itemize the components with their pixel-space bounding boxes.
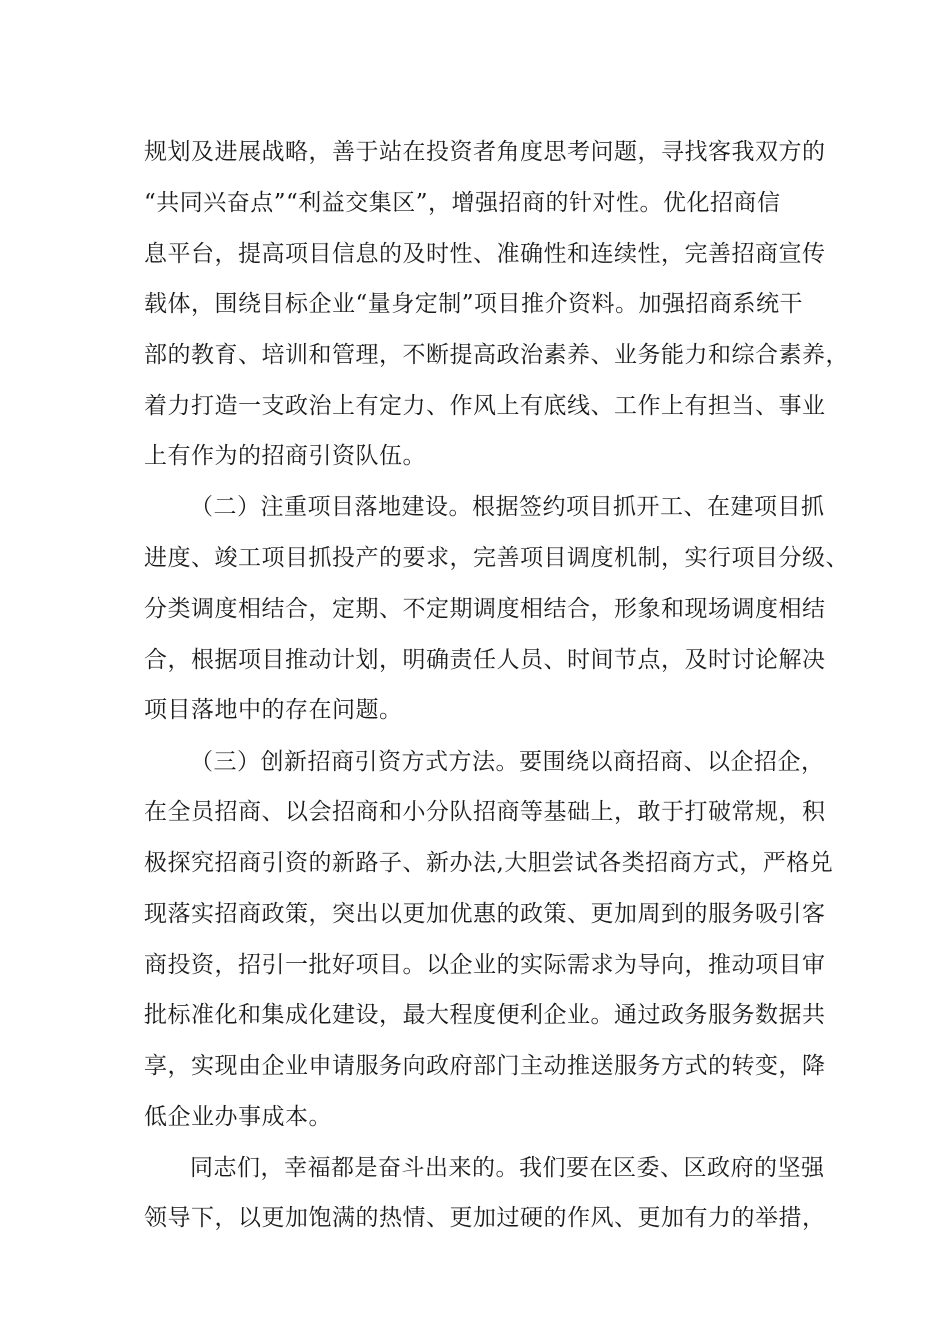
closing-paragraph-start: 同志们，幸福都是奋斗出来的。我们要在区委、区政府的坚强 bbox=[190, 1155, 825, 1181]
text-line: 商投资，招引一批好项目。以企业的实际需求为导向，推动项目审 bbox=[144, 952, 826, 978]
text-line: 合，根据项目推动计划，明确责任人员、时间节点，及时讨论解决 bbox=[144, 647, 826, 673]
text-line: “共同兴奋点”“利益交集区”，增强招商的针对性。优化招商信 bbox=[144, 190, 781, 216]
text-line: 规划及进展战略，善于站在投资者角度思考问题，寻找客我双方的 bbox=[144, 139, 826, 165]
text-line: 息平台，提高项目信息的及时性、准确性和连续性，完善招商宣传 bbox=[144, 241, 826, 267]
text-line: 进度、竣工项目抓投产的要求，完善项目调度机制，实行项目分级、 bbox=[144, 545, 849, 571]
text-line: 分类调度相结合，定期、不定期调度相结合，形象和现场调度相结 bbox=[144, 596, 826, 622]
text-line: 批标准化和集成化建设，最大程度便利企业。通过政务服务数据共 bbox=[144, 1002, 826, 1028]
text-line: 领导下，以更加饱满的热情、更加过硬的作风、更加有力的举措， bbox=[144, 1205, 826, 1231]
text-line: 部的教育、培训和管理，不断提高政治素养、业务能力和综合素养， bbox=[144, 342, 849, 368]
paragraph-heading-3: （三）创新招商引资方式方法。要围绕以商招商、以企招企， bbox=[190, 749, 825, 775]
text-line: 上有作为的招商引资队伍。 bbox=[144, 443, 426, 469]
text-line: 极探究招商引资的新路子、新办法,大胆尝试各类招商方式，严格兑 bbox=[144, 850, 834, 876]
text-line: 项目落地中的存在问题。 bbox=[144, 697, 403, 723]
text-line: 载体，围绕目标企业“量身定制”项目推介资料。加强招商系统干 bbox=[144, 291, 804, 317]
text-line: 现落实招商政策，突出以更加优惠的政策、更加周到的服务吸引客 bbox=[144, 901, 826, 927]
text-line: 享，实现由企业申请服务向政府部门主动推送服务方式的转变，降 bbox=[144, 1053, 826, 1079]
paragraph-heading-2: （二）注重项目落地建设。根据签约项目抓开工、在建项目抓 bbox=[190, 494, 825, 520]
text-line: 低企业办事成本。 bbox=[144, 1104, 332, 1130]
text-line: 在全员招商、以会招商和小分队招商等基础上，敢于打破常规，积 bbox=[144, 799, 826, 825]
text-line: 着力打造一支政治上有定力、作风上有底线、工作上有担当、事业 bbox=[144, 393, 826, 419]
